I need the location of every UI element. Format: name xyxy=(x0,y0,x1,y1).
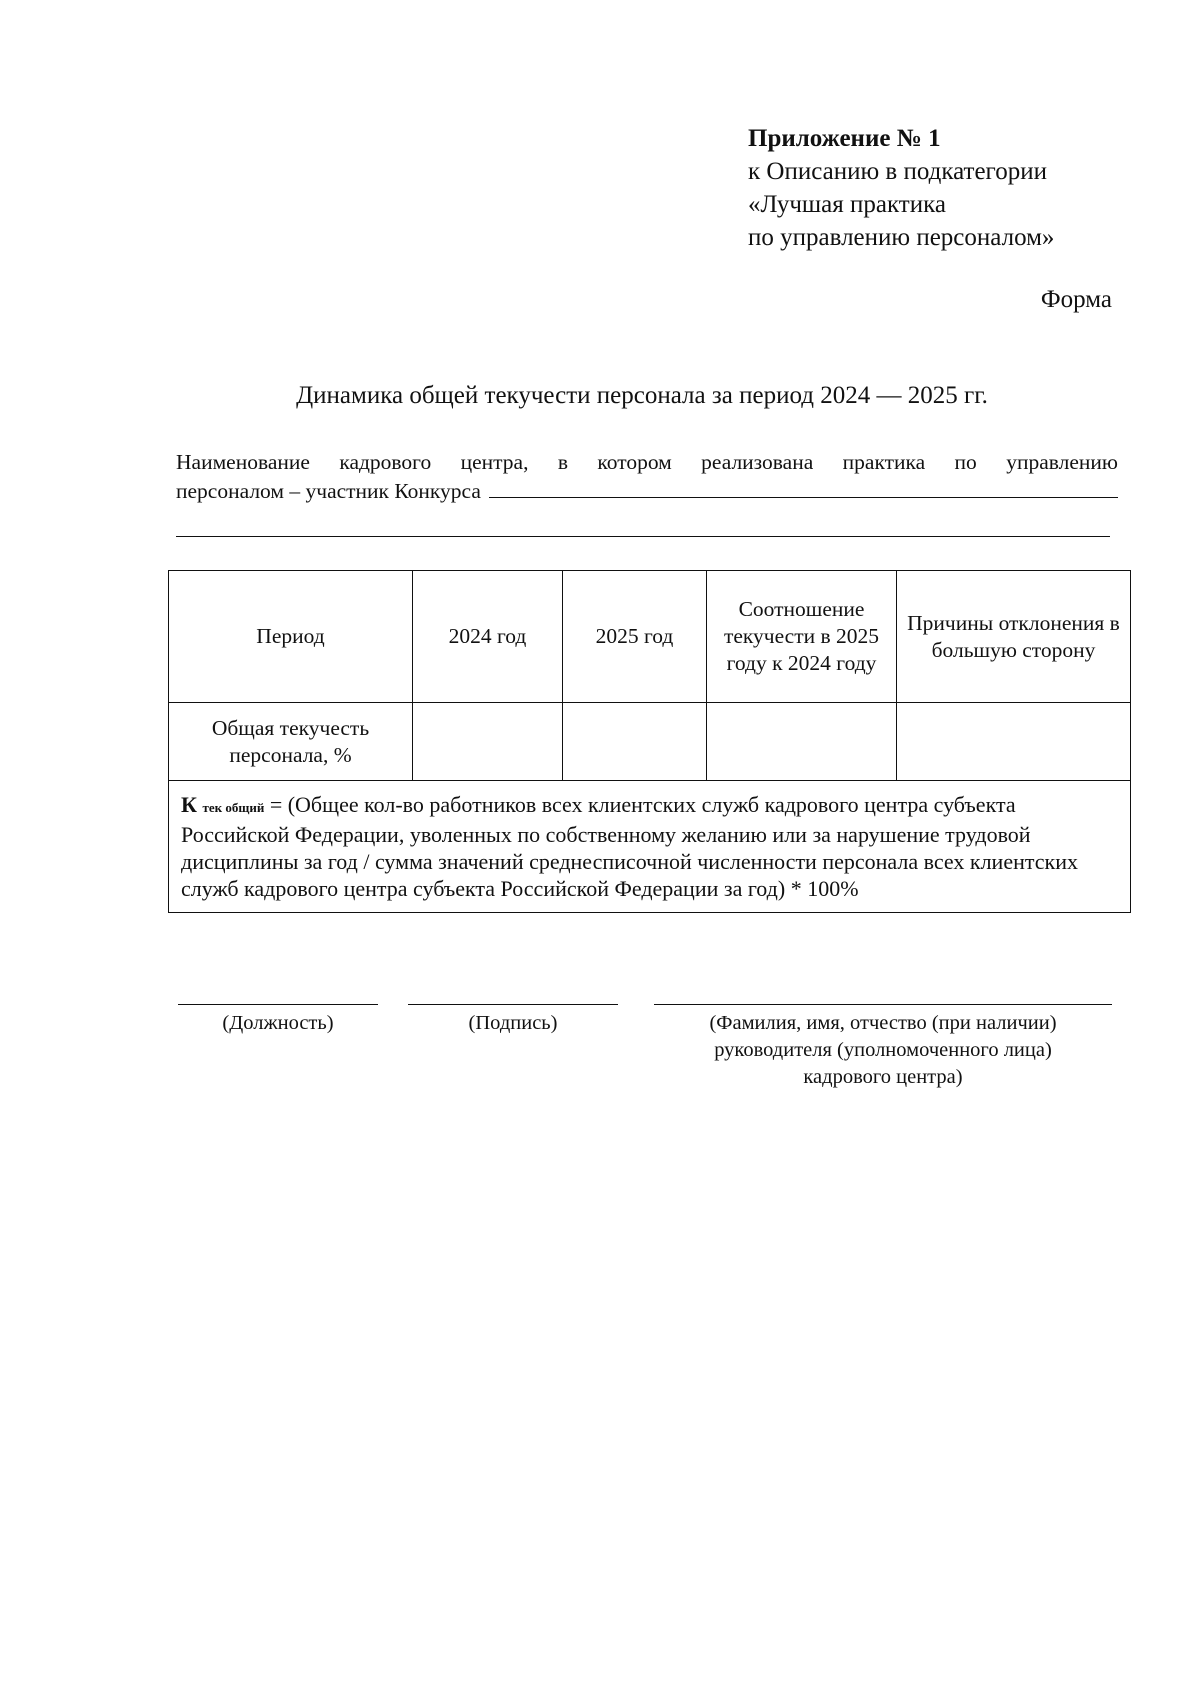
cell-ratio-value[interactable] xyxy=(707,703,897,781)
center-name-caption-line-2 xyxy=(176,477,1118,506)
position-blank-line[interactable] xyxy=(178,1004,378,1005)
center-name-blank-line[interactable] xyxy=(489,477,1118,498)
appendix-line-3: по управлению персоналом» xyxy=(748,224,1055,251)
turnover-table xyxy=(168,570,1131,913)
row-label-total-turnover: Общая текучесть персонала, % xyxy=(169,703,413,781)
appendix-line-1: к Описанию в подкатегории xyxy=(748,158,1047,185)
cell-2025-value[interactable] xyxy=(563,703,707,781)
header-reasons: Причины отклонения в большую сторону xyxy=(897,571,1131,703)
cell-2024-value[interactable] xyxy=(413,703,563,781)
caption-word: кадрового xyxy=(339,450,432,474)
formula-subscript: тек общий xyxy=(202,800,265,815)
document-title: Динамика общей текучести персонала за период 2024 — 2025 гг. xyxy=(296,382,988,409)
caption-word: в xyxy=(557,450,569,474)
formula-row xyxy=(169,781,1131,913)
full-name-label-line-2: руководителя (уполномоченного лица) xyxy=(714,1039,1052,1061)
caption-word: котором xyxy=(597,450,672,474)
header-2025: 2025 год xyxy=(563,571,707,703)
caption-word: Наименование xyxy=(176,450,310,474)
caption-word: управлению xyxy=(1006,450,1118,474)
table-row xyxy=(169,703,1131,781)
caption-word: центра, xyxy=(460,450,529,474)
position-label: (Должность) xyxy=(222,1012,334,1034)
caption-word: реализована xyxy=(701,450,814,474)
full-name-label-line-1: (Фамилия, имя, отчество (при наличии) xyxy=(709,1012,1057,1034)
header-2024: 2024 год xyxy=(413,571,563,703)
appendix-line-2: «Лучшая практика xyxy=(748,191,946,218)
full-name-blank-line[interactable] xyxy=(654,1004,1112,1005)
center-name-field xyxy=(176,448,1118,506)
signature-label: (Подпись) xyxy=(468,1012,558,1034)
appendix-title: Приложение № 1 xyxy=(748,125,941,152)
header-ratio: Соотношение текучести в 2025 году к 2024 году xyxy=(707,571,897,703)
center-name-blank-line-2[interactable] xyxy=(176,536,1110,537)
signature-blank-line[interactable] xyxy=(408,1004,618,1005)
formula-symbol: К xyxy=(181,792,197,817)
table-header-row xyxy=(169,571,1131,703)
full-name-label xyxy=(654,1010,1112,1091)
header-period: Период xyxy=(169,571,413,703)
caption-word: практика xyxy=(842,450,926,474)
caption-word: по xyxy=(954,450,977,474)
form-label: Форма xyxy=(1040,286,1112,313)
center-name-caption-end: персоналом – участник Конкурса xyxy=(176,479,481,503)
center-name-caption-line-1 xyxy=(176,448,1118,477)
cell-reasons-value[interactable] xyxy=(897,703,1131,781)
formula-cell xyxy=(169,781,1131,913)
full-name-label-line-3: кадрового центра) xyxy=(803,1066,963,1088)
appendix-header xyxy=(748,122,1168,254)
formula-text: = (Общее кол-во работников всех клиентских служб кадрового центра субъекта Российской Федерации, уволенных по собственному желанию или за нарушение трудовой дисциплины за год / сумма значений среднесписочной численности персонала всех клиентских служб кадрового центра субъекта Российской Федерации за год) * 100% xyxy=(181,792,1078,901)
